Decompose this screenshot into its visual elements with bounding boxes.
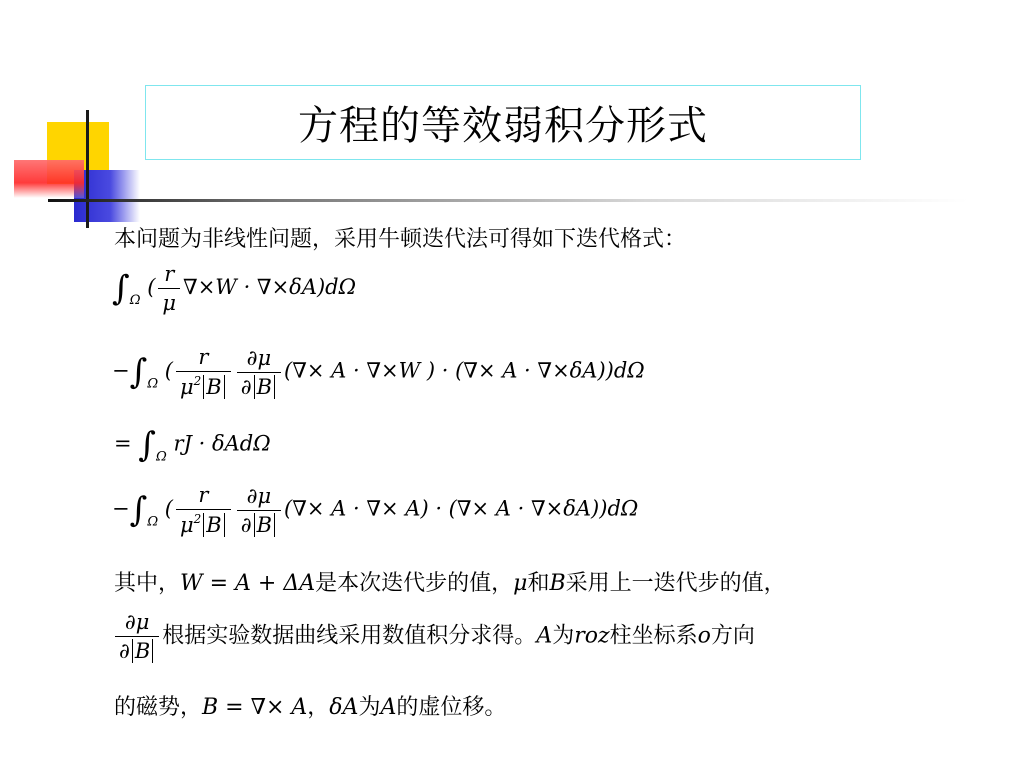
fraction-dmu-over-dB-3: $\frac{\partial\mu}{\partial B}$ <box>115 610 159 663</box>
intro-text: 本问题为非线性问题，采用牛顿迭代法可得如下迭代格式： <box>114 227 687 252</box>
fraction-dmu-over-dB-2: $\frac{\partial\mu}{\partial B}$ <box>237 484 281 537</box>
slide-title: 方程的等效弱积分形式 <box>298 103 708 149</box>
explanation-line-3: 的磁势，B = ∇× A，δA为A的虚位移。 <box>114 695 507 720</box>
equation-1: $\int_\Omega$ ( $\frac{r}{\mu}$ ∇×W · ∇×δA)dΩ <box>112 262 357 315</box>
fraction-dmu-over-dB: $\frac{\partial\mu}{\partial B}$ <box>237 346 281 399</box>
equation-3: = $\int_\Omega$ rJ · δAdΩ <box>114 425 271 465</box>
fraction-r-over-mu2B-2: $\frac{r}{\mu^2 B}$ <box>176 483 231 537</box>
logo-red-square <box>14 160 84 198</box>
explanation-line-1: 其中，W = A + ΔA是本次迭代步的值，μ和B采用上一迭代步的值， <box>114 571 786 596</box>
fraction-r-over-mu2B: $\frac{r}{\mu^2 B}$ <box>176 345 231 399</box>
explanation-line-2: $\frac{\partial\mu}{\partial B}$ 根据实验数据曲线采用数值积分求得。A为roz柱坐标系o方向 <box>112 610 755 663</box>
equation-2: $-\int_\Omega$ ( $\frac{r}{\mu^2 B}$ $\frac{\partial\mu}{\partial B}$ (∇× A · ∇×W ) · (∇× A · ∇×δA))dΩ <box>112 345 645 399</box>
fraction-r-over-mu: $\frac{r}{\mu}$ <box>158 262 180 315</box>
equation-4: $-\int_\Omega$ ( $\frac{r}{\mu^2 B}$ $\frac{\partial\mu}{\partial B}$ (∇× A · ∇× A) · (∇× A · ∇×δA))dΩ <box>112 483 639 537</box>
logo-vertical-line <box>86 110 89 228</box>
header-divider-line <box>48 199 968 202</box>
title-box <box>145 85 861 160</box>
